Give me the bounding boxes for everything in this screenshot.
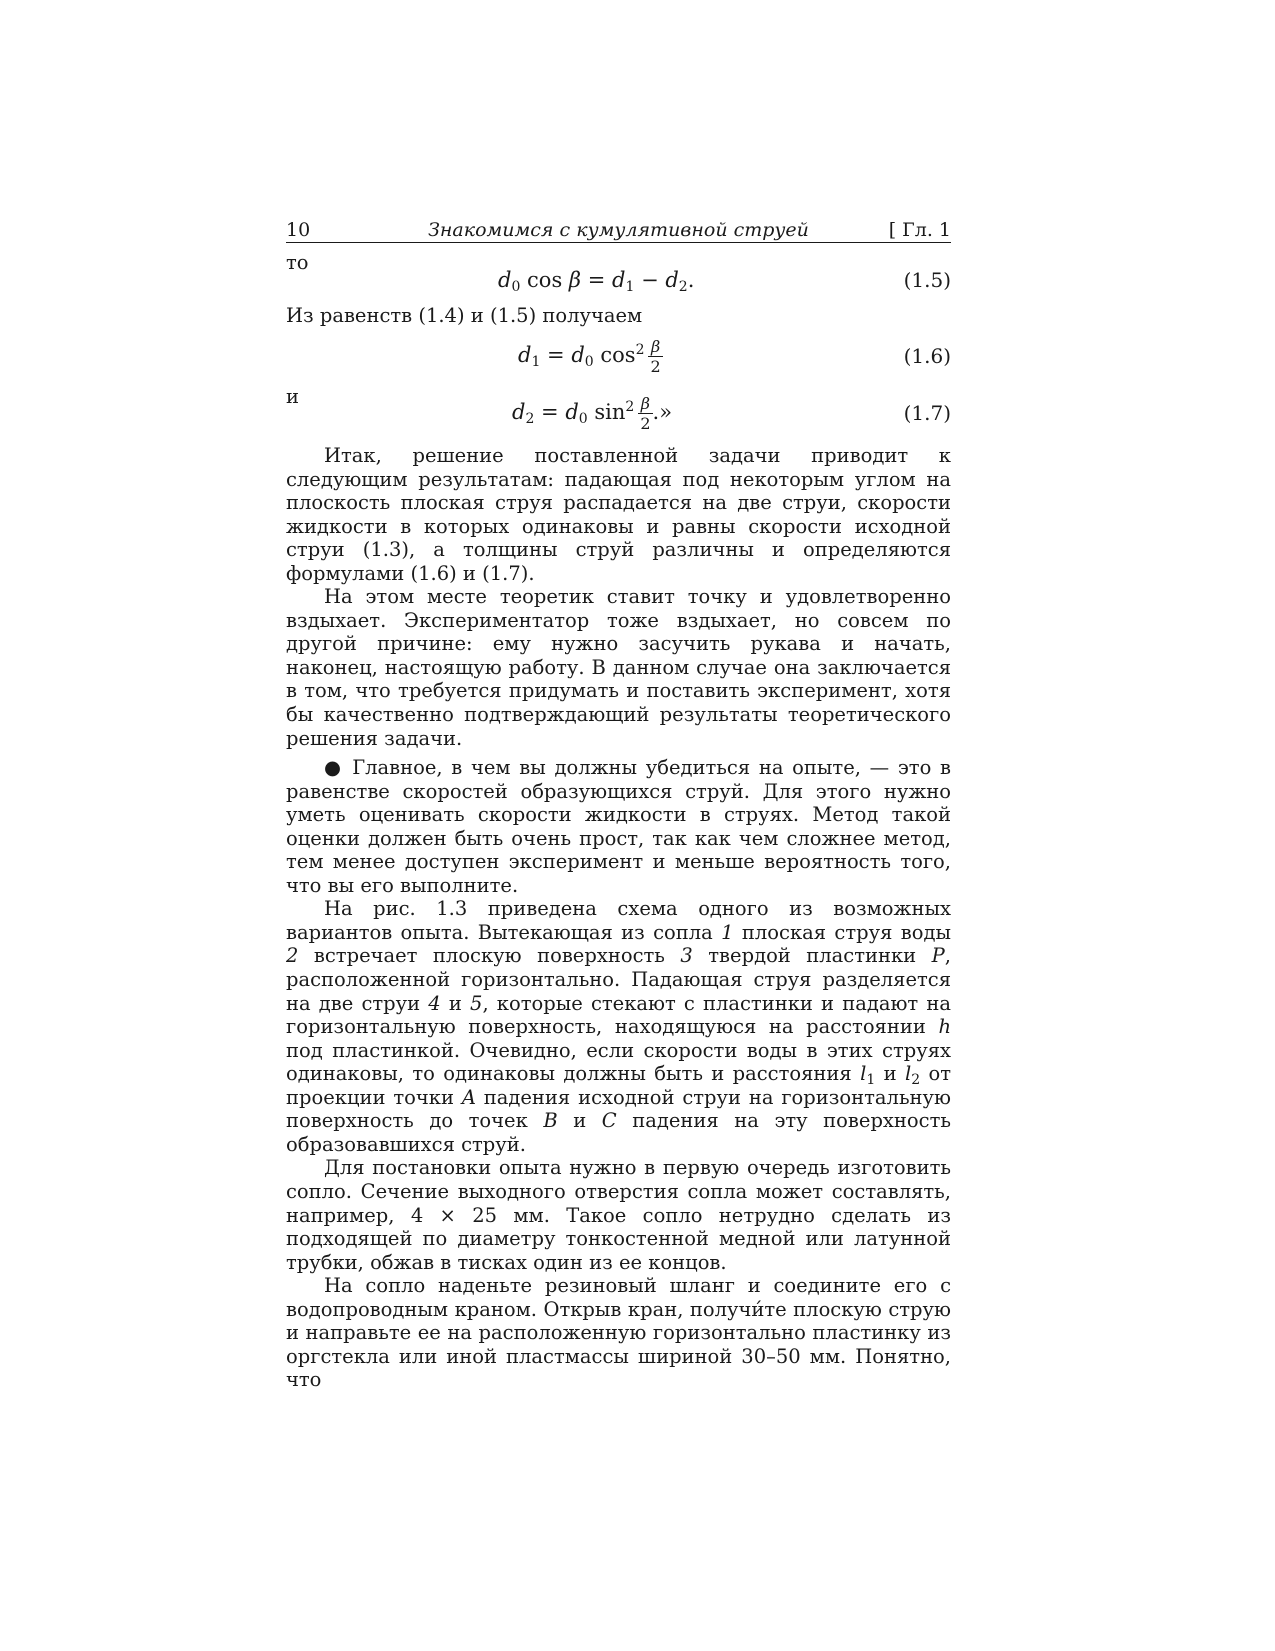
body-text	[286, 444, 951, 1392]
fraction: $\frac{\beta}{2}$	[640, 394, 651, 433]
connector-intro: Из равенств (1.4) и (1.5) получаем	[286, 304, 643, 327]
chapter-label: [ Гл. 1	[888, 219, 951, 241]
equation-number: (1.5)	[903, 268, 951, 292]
equation-body: $d_0$ $\cos \beta = d_1 - d_2$.	[498, 268, 695, 295]
connector-and: и	[286, 385, 299, 408]
fraction: $\frac{\beta}{2}$	[650, 337, 661, 376]
running-header	[286, 218, 951, 243]
equation-1-7	[286, 394, 951, 444]
paragraph: Итак, решение поставленной задачи приводит к следующим результатам: падающая под некоторым углом на плоскость плоская струя распадается на две струи, скорости жидкости в которых одинаковы и равны скорости исходной струи (1.3), а толщины струй различны и определяются формулами (1.6) и (1.7).	[286, 444, 951, 585]
equation-number: (1.6)	[903, 344, 951, 368]
paragraph: Для постановки опыта нужно в первую очередь изготовить сопло. Сечение выходного отверстия сопла может составлять, например, 4 × 25 мм. Такое сопло нетрудно сделать из подходящей по диаметру тонкостенной медной или латунной трубки, обжав в тисках один из ее концов.	[286, 1156, 951, 1274]
paragraph-key-point: ● Главное, в чем вы должны убедиться на опыте, — это в равенстве скоростей образующихся струй. Для этого нужно уметь оценивать скорости жидкости в струях. Метод такой оценки должен быть очень прост, так как чем сложнее метод, тем менее доступен эксперимент и меньше вероятность того, что вы его выполните.	[286, 756, 951, 897]
running-title: Знакомимся с кумулятивной струей	[428, 219, 809, 241]
page-number: 10	[286, 219, 311, 241]
equation-body: $d_2 = d_0$ $\sin^2$ $\frac{\beta}{2}$ .»	[512, 394, 673, 433]
paragraph: На этом месте теоретик ставит точку и удовлетворенно вздыхает. Экспериментатор тоже вздыхает, но совсем по другой причине: ему нужно засучить рукава и начать, наконец, настоящую работу. В данном случае она заключается в том, что требуется придумать и поставить эксперимент, хотя бы качественно подтверждающий результаты теоретического решения задачи.	[286, 585, 951, 750]
equation-1-6	[286, 337, 951, 387]
paragraph-figure-description: На рис. 1.3 приведена схема одного из возможных вариантов опыта. Вытекающая из сопла 1 плоская струя воды 2 встречает плоскую поверхность 3 твердой пластинки P, расположенной горизонтально. Падающая струя разделяется на две струи 4 и 5, которые стекают с пластинки и падают на горизонтальную поверхность, находящуюся на расстоянии h под пластинкой. Очевидно, если скорости воды в этих струях одинаковы, то одинаковы должны быть и расстояния $l_1$ и $l_2$ от проекции точки A падения исходной струи на горизонтальную поверхность до точек B и C падения на эту поверхность образовавшихся струй.	[286, 897, 952, 1156]
book-page	[286, 218, 952, 1392]
equation-number: (1.7)	[903, 401, 951, 425]
paragraph: На сопло наденьте резиновый шланг и соедините его с водопроводным краном. Открыв кран, получи́те плоскую струю и направьте ее на расположенную горизонтально пластинку из оргстекла или иной пластмассы шириной 30–50 мм. Понятно, что	[286, 1274, 951, 1392]
equation-body: $d_1 = d_0$ $\cos^2$ $\frac{\beta}{2}$	[518, 337, 661, 376]
connector-to: то	[286, 251, 309, 274]
